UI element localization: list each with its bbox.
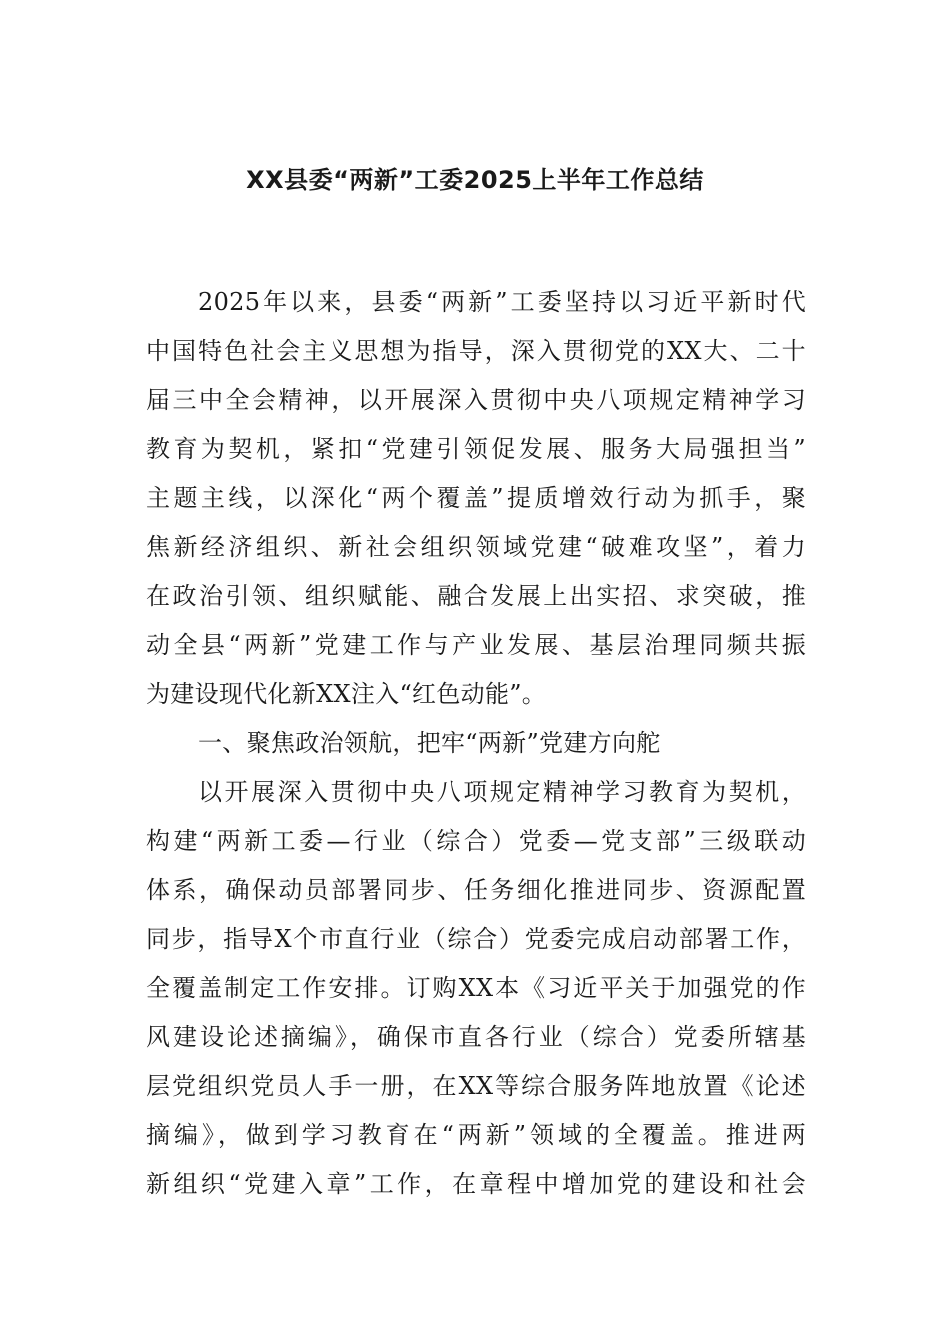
paragraph-1-line-3: 届三中全会精神，以开展深入贯彻中央八项规定精神学习 <box>146 386 806 414</box>
paragraph-1-line-5: 主题主线，以深化“两个覆盖”提质增效行动为抓手，聚 <box>146 484 806 512</box>
paragraph-2-line-7: 层党组织党员人手一册，在XX等综合服务阵地放置《论述 <box>146 1072 806 1100</box>
paragraph-1-line-1: 2025年以来，县委“两新”工委坚持以习近平新时代 <box>198 288 806 316</box>
paragraph-2-line-4: 同步，指导X个市直行业（综合）党委完成启动部署工作， <box>146 925 806 953</box>
paragraph-1-line-8: 动全县“两新”党建工作与产业发展、基层治理同频共振 <box>146 631 806 659</box>
paragraph-2-line-6: 风建设论述摘编》，确保市直各行业（综合）党委所辖基 <box>146 1023 806 1051</box>
paragraph-2-line-2: 构建“两新工委—行业（综合）党委—党支部”三级联动 <box>146 827 806 855</box>
paragraph-1-line-9: 为建设现代化新XX注入“红色动能”。 <box>146 680 547 708</box>
paragraph-2-line-5: 全覆盖制定工作安排。订购XX本《习近平关于加强党的作 <box>146 974 806 1002</box>
paragraph-1-line-4: 教育为契机，紧扣“党建引领促发展、服务大局强担当” <box>146 435 806 463</box>
paragraph-2-line-1: 以开展深入贯彻中央八项规定精神学习教育为契机， <box>198 778 806 806</box>
document-body <box>146 278 806 1209</box>
section-heading-1: 一、聚焦政治领航，把牢“两新”党建方向舵 <box>198 729 661 757</box>
paragraph-1-line-2: 中国特色社会主义思想为指导，深入贯彻党的XX大、二十 <box>146 337 806 365</box>
paragraph-2-line-3: 体系，确保动员部署同步、任务细化推进同步、资源配置 <box>146 876 806 904</box>
document-title: XX县委“两新”工委2025上半年工作总结 <box>246 166 704 194</box>
paragraph-1-line-6: 焦新经济组织、新社会组织领域党建“破难攻坚”，着力 <box>146 533 806 561</box>
paragraph-2-line-9: 新组织“党建入章”工作，在章程中增加党的建设和社会 <box>146 1170 806 1198</box>
paragraph-1-line-7: 在政治引领、组织赋能、融合发展上出实招、求突破，推 <box>146 582 806 610</box>
paragraph-2-line-8: 摘编》，做到学习教育在“两新”领域的全覆盖。推进两 <box>146 1121 806 1149</box>
